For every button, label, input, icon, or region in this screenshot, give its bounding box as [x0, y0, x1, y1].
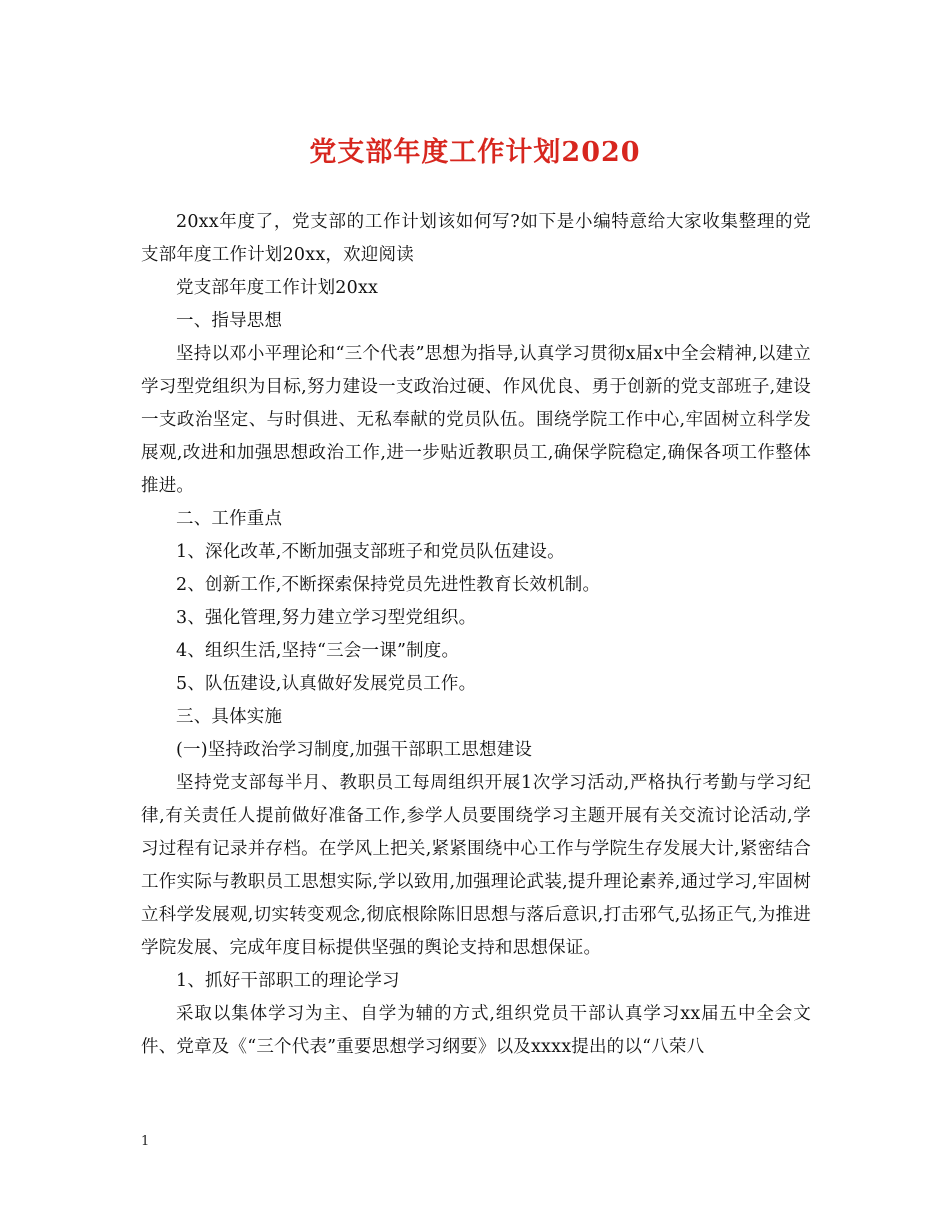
plan-subtitle: 党支部年度工作计划20xx	[176, 278, 379, 298]
section-heading: 三、具体实施	[176, 707, 283, 727]
page-number: 1	[141, 1134, 150, 1149]
document-title: 党支部年度工作计划2020	[309, 137, 641, 168]
subsection-heading: (一)坚持政治学习制度,加强干部职工思想建设	[176, 740, 533, 760]
list-item: 3、强化管理,努力建立学习型党组织。	[176, 608, 477, 628]
list-item: 2、创新工作,不断探索保持党员先进性教育长效机制。	[176, 575, 601, 595]
list-item: 1、深化改革,不断加强支部班子和党员队伍建设。	[176, 542, 565, 562]
list-item: 4、组织生活,坚持“三会一课”制度。	[176, 641, 460, 661]
body-paragraph: 坚持以邓小平理论和“三个代表”思想为指导,认真学习贯彻x届x中全会精神,以建立学习型党组织为目标,努力建设一支政治过硬、作风优良、勇于创新的党支部班子,建设一支政治坚定、与时俱进、无私奉献的党员队伍。围绕学院工作中心,牢固树立科学发展观,改进和加强思想政治工作,进一步贴近教职员工,确保学院稳定,确保各项工作整体推进。	[141, 344, 811, 496]
intro-paragraph: 20xx年度了，党支部的工作计划该如何写?如下是小编特意给大家收集整理的党支部年度工作计划20xx，欢迎阅读	[141, 212, 811, 265]
body-paragraph: 采取以集体学习为主、自学为辅的方式,组织党员干部认真学习xx届五中全会文件、党章及《“三个代表”重要思想学习纲要》以及xxxx提出的以“八荣八	[141, 1004, 811, 1057]
subsection-heading: 1、抓好干部职工的理论学习	[176, 971, 400, 991]
document-body	[141, 206, 811, 1064]
body-paragraph: 坚持党支部每半月、教职员工每周组织开展1次学习活动,严格执行考勤与学习纪律,有关责任人提前做好准备工作,参学人员要围绕学习主题开展有关交流讨论活动,学习过程有记录并存档。在学风上把关,紧紧围绕中心工作与学院生存发展大计,紧密结合工作实际与教职员工思想实际,学以致用,加强理论武装,提升理论素养,通过学习,牢固树立科学发展观,切实转变观念,彻底根除陈旧思想与落后意识,打击邪气,弘扬正气,为推进学院发展、完成年度目标提供坚强的舆论支持和思想保证。	[141, 773, 811, 958]
section-heading: 一、指导思想	[176, 311, 283, 331]
section-heading: 二、工作重点	[176, 509, 283, 529]
list-item: 5、队伍建设,认真做好发展党员工作。	[176, 674, 477, 694]
